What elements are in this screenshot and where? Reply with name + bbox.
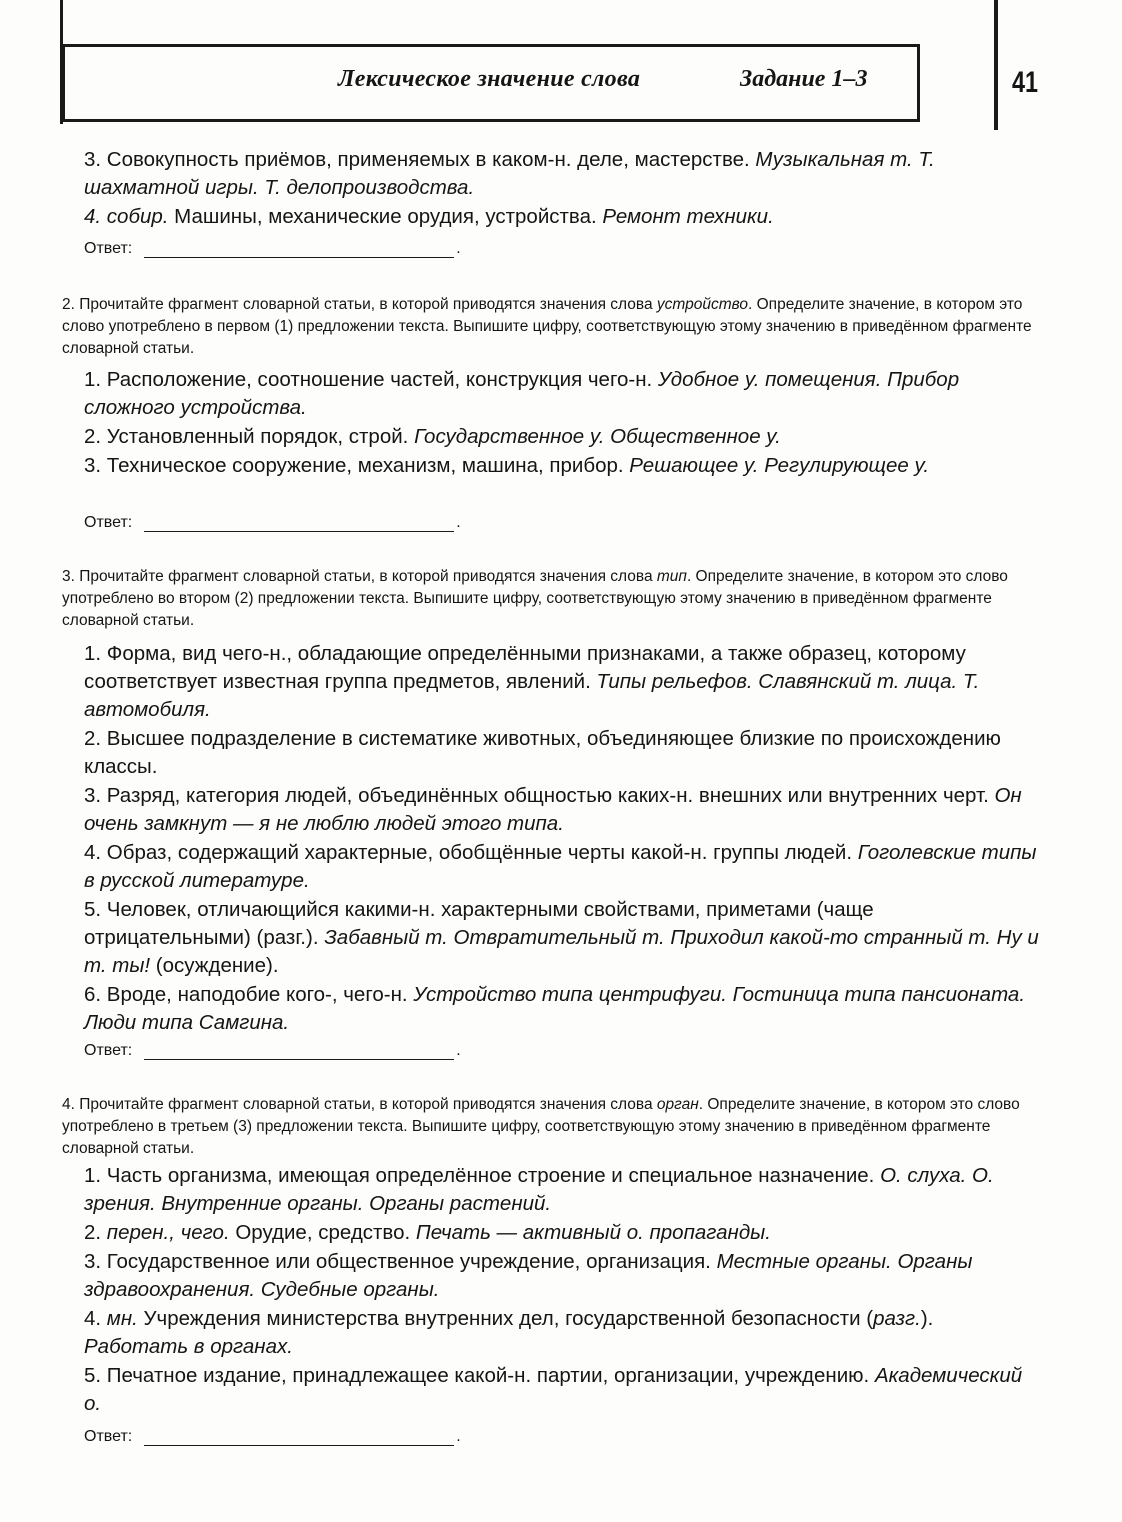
definition-item: 4. собир. Машины, механические орудия, устройства. Ремонт техники. [84, 205, 774, 228]
definition-item: 2. Установленный порядок, строй. Государственное у. Общественное у. [84, 425, 781, 448]
answer-label: Ответ: [84, 514, 133, 531]
answer-field-2[interactable] [144, 515, 454, 532]
task-4-instruction: 4. Прочитайте фрагмент словарной статьи, в которой приводятся значения слова орган. Определите значение, в котором это слово употреблено в третьем (3) предложении текста. Выпишите цифру, соответствующую этому значению в приведённом фрагменте словарной статьи. [62, 1096, 1020, 1157]
definitions-block-1 [84, 146, 1042, 232]
definition-item: 3. Совокупность приёмов, применяемых в каком-н. деле, мастерстве. Музыкальная т. Т. шахматной игры. Т. делопроизводства. [84, 148, 935, 199]
definition-item: 1. Расположение, соотношение частей, конструкция чего-н. Удобное у. помещения. Прибор сложного устройства. [84, 368, 960, 419]
answer-field-1[interactable] [144, 241, 454, 258]
definition-item: 3. Государственное или общественное учреждение, организация. Местные органы. Органы здравоохранения. Судебные органы. [84, 1250, 973, 1301]
definition-item: 6. Вроде, наподобие кого-, чего-н. Устройство типа центрифуги. Гостиница типа пансионата. Люди типа Самгина. [84, 983, 1026, 1034]
answer-field-4[interactable] [144, 1429, 454, 1446]
definition-item: 3. Разряд, категория людей, объединённых общностью каких-н. внешних или внутренних черт. Он очень замкнут — я не люблю людей этого типа. [84, 784, 1022, 835]
definition-item: 2. Высшее подразделение в систематике животных, объединяющее близкие по происхождению классы. [84, 727, 1001, 778]
answer-label: Ответ: [84, 240, 133, 257]
task-3-instruction: 3. Прочитайте фрагмент словарной статьи, в которой приводятся значения слова тип. Определите значение, в котором это слово употреблено во втором (2) предложении текста. Выпишите цифру, соответствующую этому значению в приведённом фрагменте словарной статьи. [62, 568, 1008, 629]
definition-item: 5. Печатное издание, принадлежащее какой-н. партии, организации, учреждению. Академический о. [84, 1364, 1023, 1415]
frame-right-rule [994, 0, 998, 130]
definition-item: 2. перен., чего. Орудие, средство. Печать — активный о. пропаганды. [84, 1221, 771, 1244]
definitions-task-2 [84, 366, 1042, 481]
answer-field-3[interactable] [144, 1043, 454, 1060]
definition-item: 3. Техническое сооружение, механизм, машина, прибор. Решающее у. Регулирующее у. [84, 454, 930, 477]
task-2-instruction: 2. Прочитайте фрагмент словарной статьи, в которой приводятся значения слова устройство. Определите значение, в котором это слово употреблено в первом (1) предложении текста. Выпишите цифру, соответствующую этому значению в приведённом фрагменте словарной статьи. [62, 296, 1032, 357]
definition-item: 5. Человек, отличающийся какими-н. характерными свойствами, приметами (чаще отрицательными) (разг.). Забавный т. Отвратительный т. Приходил какой-то странный т. Ну и т. ты! (осуждение). [84, 898, 1039, 977]
answer-label: Ответ: [84, 1042, 133, 1059]
answer-row-4: Ответ: . [84, 1428, 461, 1445]
page-number: 41 [1012, 66, 1039, 99]
definition-item: 4. Образ, содержащий характерные, обобщённые черты какой-н. группы людей. Гоголевские типы в русской литературе. [84, 841, 1037, 892]
section-title: Лексическое значение слова [338, 66, 641, 92]
answer-row-2: Ответ: . [84, 514, 461, 531]
definitions-task-4 [84, 1162, 1042, 1419]
answer-row-3: Ответ: . [84, 1042, 461, 1059]
answer-row-1: Ответ: . [84, 240, 461, 257]
task-range-label: Задание 1–3 [740, 66, 868, 92]
answer-label: Ответ: [84, 1428, 133, 1445]
definitions-task-3 [84, 640, 1042, 1038]
definition-item: 1. Часть организма, имеющая определённое строение и специальное назначение. О. слуха. О. зрения. Внутренние органы. Органы растений. [84, 1164, 994, 1215]
definition-item: 4. мн. Учреждения министерства внутренних дел, государственной безопасности (разг.). Работать в органах. [84, 1307, 934, 1358]
definition-item: 1. Форма, вид чего-н., обладающие определёнными признаками, а также образец, которому соответствует известная группа предметов, явлений. Типы рельефов. Славянский т. лица. Т. автомобиля. [84, 642, 980, 721]
